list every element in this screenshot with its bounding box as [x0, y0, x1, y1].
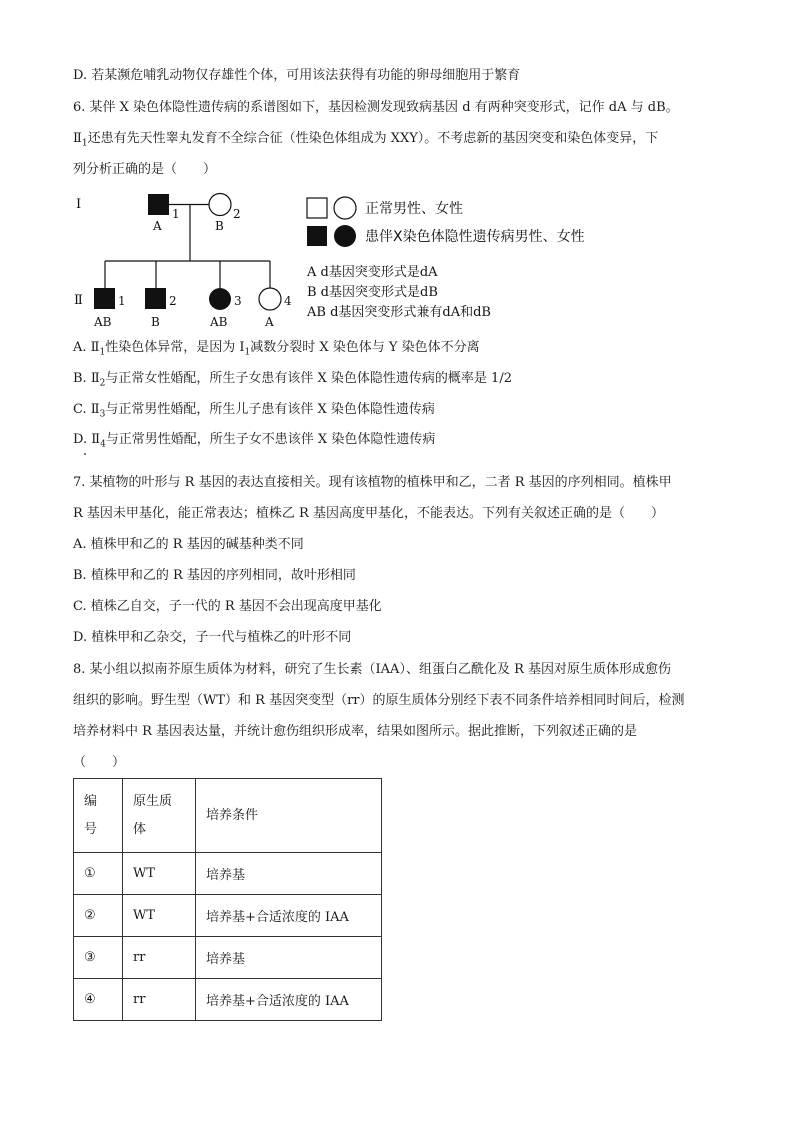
q6-stem-line-2: $Ⅱ_1$还患有先天性睾丸发育不全综合征（性染色体组成为 XXY）。不考虑新的基因突变和染色体变异，下 [73, 131, 659, 149]
row-protoplast: rr [123, 979, 196, 1021]
i2-number: 2 [233, 207, 241, 221]
ii4-genotype-label: A [265, 315, 274, 329]
i2-genotype-label: B [215, 219, 224, 233]
q7-option-a: A. 植株甲和乙的 R 基因的碱基种类不同 [73, 537, 304, 552]
legend-normal-label: 正常男性、女性 [365, 201, 463, 217]
table-row [74, 895, 382, 937]
table-row [74, 937, 382, 979]
q6-option-d: D. $Ⅱ_4$与正常男性婚配，所生子女不患该伴 X 染色体隐性遗传病 [73, 432, 436, 450]
i1-genotype-label: A [153, 219, 162, 233]
row-protoplast: WT [123, 895, 196, 937]
culture-conditions-table [73, 778, 382, 1021]
generation-label-2: Ⅱ [74, 293, 83, 308]
row-number: ④ [74, 979, 123, 1021]
ii2-affected-male-symbol [145, 288, 166, 309]
row-protoplast: WT [123, 853, 196, 895]
row-number: ③ [74, 937, 123, 979]
q6-stem-line-3: 列分析正确的是（ ） [73, 162, 217, 177]
ii2-genotype-label: B [151, 315, 160, 329]
q6-option-b: B. $Ⅱ_2$与正常女性婚配，所生子女患有该伴 X 染色体隐性遗传病的概率是 1/2 [73, 371, 512, 389]
table-header-row [74, 779, 382, 853]
legend-affected-female-icon [334, 225, 356, 247]
row-number: ① [74, 853, 123, 895]
row-number: ② [74, 895, 123, 937]
i1-number: 1 [172, 207, 180, 221]
header-condition: 培养条件 [196, 779, 382, 853]
i1-affected-male-symbol [148, 194, 169, 215]
q5-option-d: D. 若某濒危哺乳动物仅存雄性个体，可用该法获得有功能的卵母细胞用于繁育 [73, 68, 521, 83]
ii3-affected-female-symbol [209, 288, 231, 310]
ii1-genotype-label: AB [94, 315, 112, 329]
legend-normal-male-icon [307, 198, 327, 218]
generation-label-1: Ⅰ [76, 197, 82, 212]
i2-normal-female-symbol [209, 194, 231, 216]
note-mutation-ab: AB d基因突变形式兼有dA和dB [307, 305, 491, 320]
pedigree-chart [70, 186, 630, 332]
table-row [74, 979, 382, 1021]
q8-stem-line-4: （ ） [73, 755, 126, 770]
q8-stem-line-2: 组织的影响。野生型（WT）和 R 基因突变型（rr）的原生质体分别经下表不同条件培养相同时间后，检测 [73, 693, 685, 708]
legend-affected-label: 患伴X染色体隐性遗传病男性、女性 [365, 229, 585, 245]
legend-affected-male-icon [307, 226, 327, 246]
q7-stem-line-1: 7. 某植物的叶形与 R 基因的表达直接相关。现有该植物的植株甲和乙，二者 R 基因的序列相同。植株甲 [73, 475, 672, 490]
q6-option-a: A. $Ⅱ_1$性染色体异常，是因为 $Ⅰ_1$减数分裂时 X 染色体与 Y 染色体不分离 [73, 340, 480, 358]
ii4-number: 4 [284, 294, 292, 308]
q7-option-d: D. 植株甲和乙杂交，子一代与植株乙的叶形不同 [73, 630, 352, 645]
row-condition: 培养基 [196, 853, 382, 895]
table-row [74, 853, 382, 895]
row-protoplast: rr [123, 937, 196, 979]
q8-stem-line-3: 培养材料中 R 基因表达量，并统计愈伤组织形成率，结果如图所示。据此推断，下列叙述正确的是 [73, 724, 638, 739]
row-condition: 培养基 [196, 937, 382, 979]
note-mutation-a: A d基因突变形式是dA [307, 265, 438, 280]
legend-normal-female-icon [334, 197, 356, 219]
q7-option-c: C. 植株乙自交，子一代的 R 基因不会出现高度甲基化 [73, 599, 382, 614]
header-number: 编 号 [74, 779, 123, 853]
ii3-number: 3 [234, 294, 242, 308]
row-condition: 培养基+合适浓度的 IAA [196, 895, 382, 937]
row-condition: 培养基+合适浓度的 IAA [196, 979, 382, 1021]
q8-stem-line-1: 8. 某小组以拟南芥原生质体为材料，研究了生长素（IAA）、组蛋白乙酰化及 R 基因对原生质体形成愈伤 [73, 662, 672, 677]
q6-stem-line-1: 6. 某伴 X 染色体隐性遗传病的系谱图如下，基因检测发现致病基因 d 有两种突变形式，记作 dA 与 dB。 [73, 100, 679, 115]
q7-stem-line-2: R 基因未甲基化，能正常表达；植株乙 R 基因高度甲基化，不能表达。下列有关叙述正确的是（ ） [73, 506, 664, 521]
header-protoplast: 原生质 体 [123, 779, 196, 853]
note-mutation-b: B d基因突变形式是dB [307, 285, 438, 300]
ii1-affected-male-symbol [94, 288, 115, 309]
ii1-number: 1 [118, 294, 126, 308]
ii4-normal-female-symbol [259, 288, 281, 310]
stray-dot [84, 453, 86, 455]
q6-option-c: C. $Ⅱ_3$与正常男性婚配，所生儿子患有该伴 X 染色体隐性遗传病 [73, 402, 435, 420]
ii3-genotype-label: AB [210, 315, 228, 329]
ii2-number: 2 [169, 294, 177, 308]
q7-option-b: B. 植株甲和乙的 R 基因的序列相同，故叶形相同 [73, 568, 356, 583]
